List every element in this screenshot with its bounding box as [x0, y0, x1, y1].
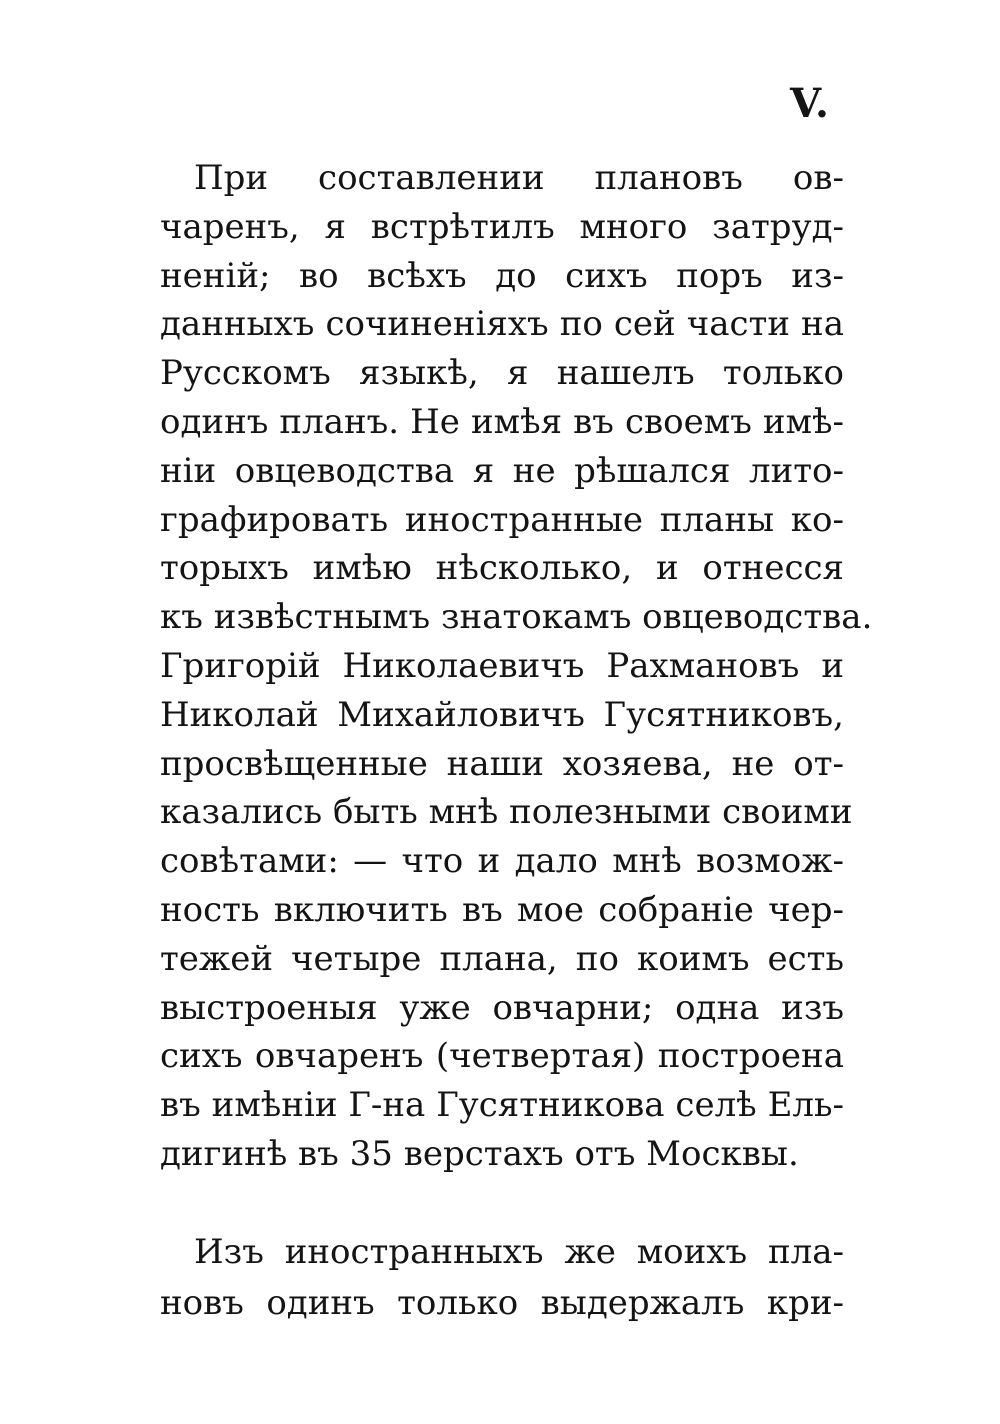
paragraph-2 — [160, 1227, 844, 1329]
page-number: V. — [790, 80, 830, 127]
text-line: торыхъ имѣю нѣсколько, и отнесся — [160, 548, 844, 589]
text-line: Изъ иностранныхъ же моихъ пла- — [194, 1232, 844, 1272]
text-line: Григорій Николаевичъ Рахмановъ и — [160, 645, 844, 686]
text-line: тежей четыре плана, по коимъ есть — [160, 938, 844, 979]
text-line: одинъ планъ. Не имѣя въ своемъ имѣ- — [160, 401, 844, 442]
text-line: просвѣщенные наши хозяева, не от- — [160, 743, 844, 784]
text-line: дигинѣ въ 35 верстахъ отъ Москвы. — [160, 1133, 799, 1174]
text-line: новъ одинъ только выдержалъ кри- — [160, 1283, 844, 1323]
text-line: казались быть мнѣ полезными своими — [160, 792, 853, 833]
text-line: совѣтами: — что и дало мнѣ возмож- — [160, 841, 844, 882]
text-line: графировать иностранные планы ко- — [160, 499, 844, 540]
text-line: неній; во всѣхъ до сихъ поръ из- — [160, 255, 844, 296]
text-line: Николай Михайловичъ Гусятниковъ, — [160, 694, 844, 735]
text-line: сихъ овчаренъ (четвертая) построена — [160, 1036, 844, 1077]
paragraph-1 — [160, 154, 873, 1179]
text-line: выстроеныя уже овчарни; одна изъ — [160, 987, 844, 1028]
text-line: ность включить въ мое собраніе чер- — [160, 889, 844, 930]
text-line: Русскомъ языкѣ, я нашелъ только — [160, 353, 844, 394]
text-line: въ имѣніи Г-на Гусятникова селѣ Ель- — [160, 1085, 844, 1126]
text-line: При составлении плановъ ов- — [194, 158, 844, 198]
text-line: къ извѣстнымъ знатокамъ овцеводства. — [160, 597, 873, 638]
text-line: чаренъ, я встрѣтилъ много затруд- — [160, 206, 844, 247]
text-line: данныхъ сочиненіяхъ по сей части на — [160, 304, 844, 345]
text-line: ніи овцеводства я не рѣшался лито- — [160, 450, 844, 491]
